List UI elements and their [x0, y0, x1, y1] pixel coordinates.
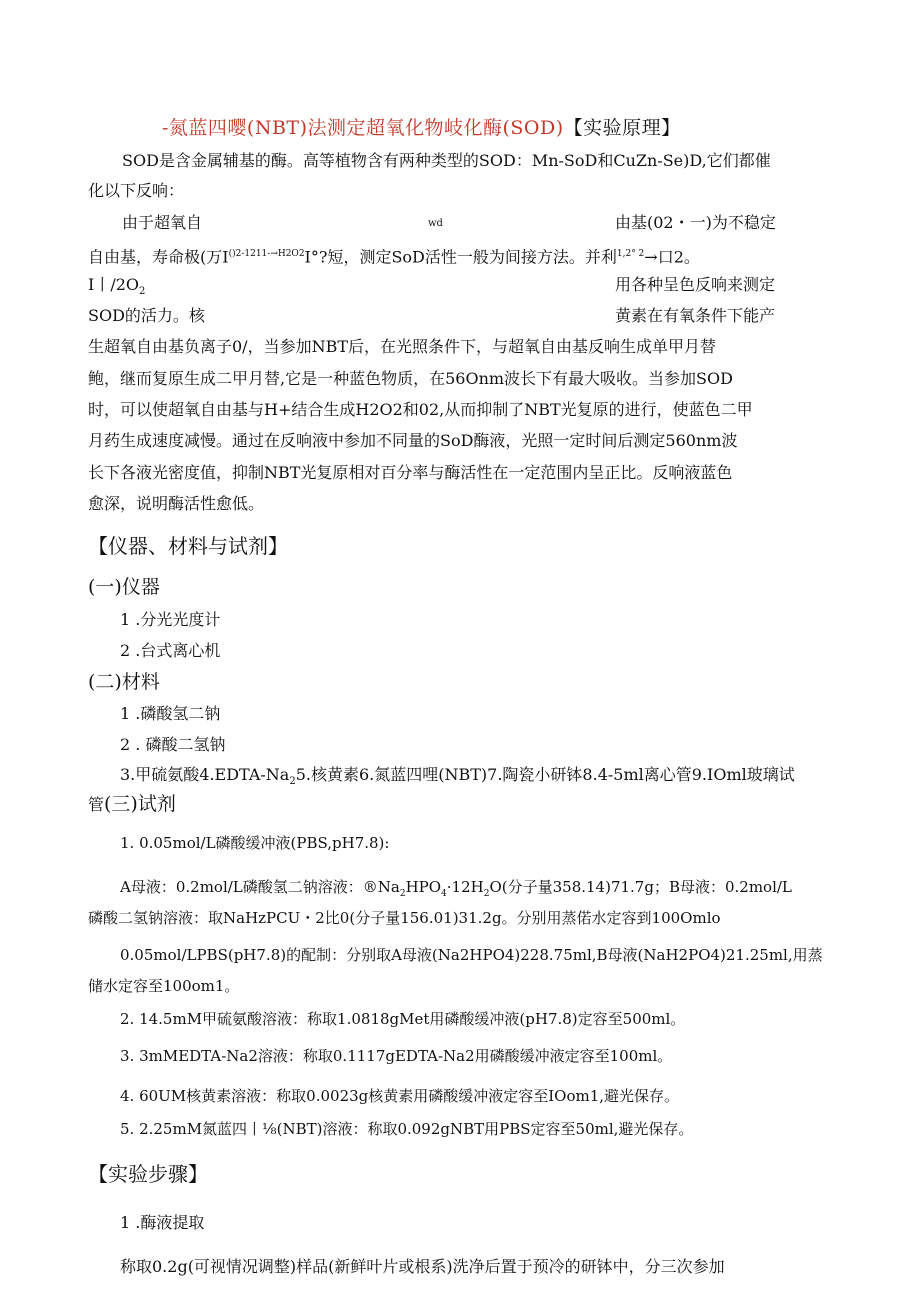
principle-line-4 [88, 241, 700, 270]
reagent-1: 1. 0.05mol/L磷酸缓冲液(PBS,pH7.8): [120, 834, 390, 852]
materials-heading: (二)材料 [88, 671, 160, 693]
principle-line-4a: 自由基，寿命极(万I [88, 247, 229, 267]
principle-line-5-sub: 2 [139, 286, 146, 298]
section-heading-materials: 【仪器、材料与试剂】 [88, 534, 288, 558]
principle-line-5b: 用各种呈色反响来测定 [615, 275, 776, 294]
instruments-heading: (一)仪器 [88, 576, 160, 598]
material-line-4 [88, 791, 176, 818]
reaction-sup-3: 1,2° 2 [616, 249, 645, 259]
principle-line-3-mid: wd [428, 218, 443, 229]
reagent-1c: 0.05mol/LPBS(pH7.8)的配制：分别取A母液(Na2HPO4)228.75ml,B母液(NaH2PO4)21.25ml,用蒸 [120, 946, 823, 964]
principle-line-6b: 黄素在有氧条件下能产 [615, 306, 776, 325]
reaction-sup-1: ()2-1211-→ [228, 249, 278, 259]
material-line-3a: 3.甲硫氨酸4.EDTA-Na [120, 765, 290, 784]
title-main: -氮蓝四嘤(NBT)法测定超氧化物岐化酶(SOD) [162, 117, 564, 139]
principle-line-9: 时，可以使超氧自由基与H+结合生成H2O2和02,从而抑制了NBT光复原的进行，使蓝色二甲 [88, 400, 753, 419]
reagent-1a-d: O(分子量358.14)71.7g；B母液：0.2mol/L [489, 878, 792, 896]
principle-line-7: 生超氧自由基负离子0/，当参加NBT后，在光照条件下，与超氧自由基反响生成单甲月替 [88, 337, 717, 356]
instrument-item-2: 2 .台式离心机 [120, 641, 221, 660]
reagent-3: 3. 3mMEDTA-Na2溶液：称取0.1117gEDTA-Na2用磷酸缓冲液定容至100ml。 [120, 1047, 673, 1065]
reagent-5: 5. 2.25mM氮蓝四丨⅛(NBT)溶液：称取0.092gNBT用PBS定容至50ml,避光保存。 [120, 1120, 694, 1138]
material-item-1: 1 .磷酸氢二钠 [120, 704, 221, 723]
reagent-1a-sub2: 4 [441, 889, 447, 899]
step-1-text: 称取0.2g(可视情况调整)样品(新鲜叶片或根系)洗净后置于预冷的研钵中，分三次参加 [120, 1257, 725, 1276]
material-line-3b: 5.核黄素6.氮蓝四哩(NBT)7.陶瓷小研钵8.4-5ml离心管9.IOml玻璃试 [295, 765, 795, 784]
reagent-1a-text: A母液：0.2mol/L磷酸氢二钠溶液：®Na [120, 878, 400, 896]
principle-line-8: 鲍，继而复原生成二甲月替,它是一种蓝色物质，在56Onm波长下有最大吸收。当参加SOD [88, 369, 733, 388]
page-title [162, 113, 681, 140]
reagent-1a-b: HPO [405, 878, 442, 896]
reagent-4: 4. 60UM核黄素溶液：称取0.0023g核黄素用磷酸缓冲液定容至IOom1,避光保存。 [120, 1087, 680, 1105]
reagent-1a [120, 876, 792, 899]
reagents-heading: (三)试剂 [104, 793, 176, 815]
step-1-heading: 1 .酶液提取 [120, 1213, 205, 1232]
material-line-3 [120, 762, 795, 795]
principle-line-11: 长下各液光密度值，抑制NBT光复原相对百分率与酶活性在一定范围内呈正比。反响液蓝色 [88, 463, 733, 482]
reagent-2: 2. 14.5mM甲硫氨酸溶液：称取1.0818gMet用磷酸缓冲液(pH7.8)定容至500ml。 [120, 1010, 686, 1028]
principle-line-4b: I°?短，测定SoD活性一般为间接方法。并利 [304, 247, 617, 267]
reagent-1d: 储水定容至100om1。 [88, 977, 240, 995]
reagent-1a-sub1: 2 [399, 889, 406, 899]
principle-line-3a: 由于超氧自 [122, 213, 203, 232]
principle-line-10: 月药生成速度减慢。通过在反响液中参加不同量的SoD酶液，光照一定时间后测定560nm波 [88, 431, 738, 450]
principle-line-2: 化以下反响： [88, 181, 185, 200]
reaction-sup-2: H2O2 [277, 249, 305, 259]
principle-line-4c: →口2。 [644, 247, 700, 267]
reagent-1a-c: ·12H [446, 878, 484, 896]
principle-line-5a [88, 272, 145, 305]
principle-line-3b: 由基(02・一)为不稳定 [615, 213, 776, 232]
title-section: 【实验原理】 [563, 117, 681, 139]
principle-line-1: SOD是含金属辅基的酶。高等植物含有两种类型的SOD：Mn-SoD和CuZn-Se)D,它们都催 [122, 151, 771, 170]
material-line-4a: 管 [88, 795, 105, 814]
material-line-3-sub: 2 [289, 776, 296, 788]
material-item-2: 2 . 磷酸二氢钠 [120, 735, 226, 754]
principle-line-12: 愈深，说明酶活性愈低。 [88, 494, 265, 513]
reagent-1b: 磷酸二氢钠溶液：取NaHzPCU・2比0(分子量156.01)31.2g。分别用蒸偌水定容到100Omlo [88, 909, 721, 927]
section-heading-steps: 【实验步骤】 [88, 1162, 208, 1186]
principle-line-5a-text: I丨/2O [88, 275, 140, 294]
principle-line-6a: SOD的活力。核 [88, 306, 205, 325]
reagent-1a-sub3: 2 [483, 889, 490, 899]
instrument-item-1: 1 .分光光度计 [120, 610, 221, 629]
